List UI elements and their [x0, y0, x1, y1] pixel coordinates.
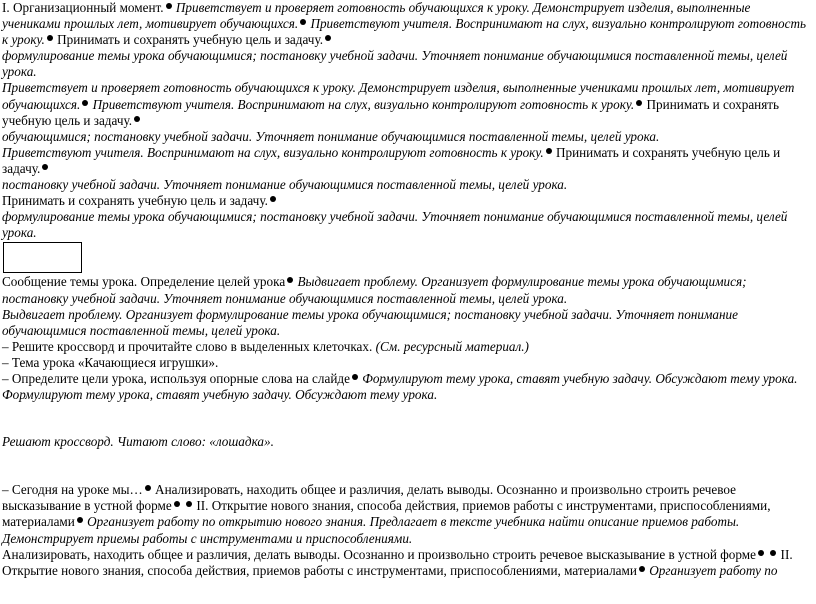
learning-outcome: Принимать и сохранять учебную цель и задачу. [2, 96, 780, 128]
student-activity: Приветствуют учителя. Воспринимают на слух, визуально контролируют готовность к уроку. [92, 96, 635, 112]
student-activity: Приветствуют учителя. Воспринимают на слух, визуально контролируют готовность к уроку. [2, 16, 806, 48]
bullet-icon [352, 374, 358, 380]
learning-outcome: Принимать и сохранять учебную цель и задачу. [57, 32, 324, 48]
vertical-gap [2, 450, 812, 482]
bullet-icon [145, 485, 151, 491]
paragraph-solve-crossword: Решают кроссворд. Читают слово: «лошадка». [2, 434, 274, 450]
bullet-icon [758, 550, 764, 556]
teacher-activity: Организует работу по открытию нового знания. Предлагает в тексте учебника найти описание приемов работы. Демонстрирует приемы работы с инструментами и приспособлениями. [2, 514, 740, 546]
bullet-icon [287, 277, 293, 283]
paragraph-lesson-topic: – Тема урока «Качающиеся игрушки». [2, 354, 219, 370]
bullet-icon [134, 116, 140, 122]
instruction-text: – Сегодня на уроке мы… [2, 482, 143, 498]
bullet-icon [546, 148, 552, 154]
student-activity: Формулируют тему урока, ставят учебную задачу. Обсуждают тему урока. [362, 370, 798, 386]
paragraph-understanding: обучающимися; постановку учебной задачи. Уточняет понимание обучающимися поставленной темы, целей урока. [2, 128, 660, 144]
teacher-activity: Выдвигает проблему. Организует формулирование темы урока обучающимися; постановку учебной задачи. Уточняет понимание обучающимися поставленной темы, целей урока. [2, 274, 747, 306]
instruction-text: – Решите кроссворд и прочитайте слово в выделенных клеточках. [2, 338, 373, 354]
bullet-icon [636, 100, 642, 106]
paragraph-topic-message [2, 274, 812, 306]
teacher-activity: Приветствует и проверяет готовность обучающихся к уроку. Демонстрирует изделия, выполненные учениками прошлых лет, мотивирует обучающихся. [2, 80, 795, 112]
paragraph-formulation: формулирование темы урока обучающимися; постановку учебной задачи. Уточняет понимание обучающимися поставленной темы, целей урока. [2, 48, 788, 80]
bullet-icon [186, 501, 192, 507]
paragraph-define-goals [2, 371, 812, 387]
student-activity: Приветствуют учителя. Воспринимают на слух, визуально контролируют готовность к уроку. [2, 144, 544, 160]
vertical-gap [2, 403, 812, 434]
bullet-icon [300, 19, 306, 25]
paragraph-formulate-topic: Формулируют тему урока, ставят учебную задачу. Обсуждают тему урока. [2, 387, 438, 403]
stage-title: II. Открытие нового знания, способа действия, приемов работы с инструментами, приспособлениями, материалами [2, 546, 793, 578]
paragraph-goal [2, 193, 812, 209]
bullet-icon [270, 196, 276, 202]
paragraph-analyze [2, 547, 812, 579]
paragraph-greeting [2, 80, 812, 128]
resource-note: (См. ресурсный материал.) [375, 338, 529, 354]
learning-outcome: Принимать и сохранять учебную цель и задачу. [2, 193, 268, 209]
paragraph-today [2, 482, 812, 546]
bullet-icon [166, 3, 172, 9]
stage-title: Сообщение темы урока. Определение целей урока [2, 274, 286, 290]
bullet-icon [82, 100, 88, 106]
stage-title: I. Организационный момент. [2, 0, 164, 15]
stage-title: II. Открытие нового знания, способа действия, приемов работы с инструментами, приспособлениями, материалами [2, 498, 771, 530]
teacher-activity: Приветствует и проверяет готовность обучающихся к уроку. Демонстрирует изделия, выполненные учениками прошлых лет, мотивирует обучающихся. [2, 0, 751, 32]
document-page [2, 0, 812, 579]
learning-outcome: Принимать и сохранять учебную цель и задачу. [2, 144, 781, 176]
bullet-icon [770, 550, 776, 556]
paragraph-perception [2, 145, 812, 177]
bullet-icon [325, 35, 331, 41]
bullet-icon [174, 501, 180, 507]
paragraph-crossword [2, 339, 812, 355]
bullet-icon [639, 566, 645, 572]
bullet-icon [47, 35, 53, 41]
learning-outcome: Анализировать, находить общее и различия, делать выводы. Осознанно и произвольно строить речевое высказывание в устной форме [2, 482, 736, 514]
bullet-icon [77, 517, 83, 523]
paragraph-formulation-2: формулирование темы урока обучающимися; постановку учебной задачи. Уточняет понимание обучающимися поставленной темы, целей урока. [2, 209, 788, 241]
teacher-activity: Организует работу по [649, 562, 778, 578]
empty-table-cell [3, 242, 82, 273]
paragraph-org-moment [2, 0, 812, 48]
learning-outcome: Анализировать, находить общее и различия, делать выводы. Осознанно и произвольно строить речевое высказывание в устной форме [2, 546, 756, 562]
paragraph-problem: Выдвигает проблему. Организует формулирование темы урока обучающимися; постановку учебной задачи. Уточняет понимание обучающимися поставленной темы, целей урока. [2, 306, 738, 338]
paragraph-task-setting: постановку учебной задачи. Уточняет понимание обучающимися поставленной темы, целей урока. [2, 177, 568, 193]
instruction-text: – Определите цели урока, используя опорные слова на слайде [2, 370, 350, 386]
bullet-icon [42, 164, 48, 170]
